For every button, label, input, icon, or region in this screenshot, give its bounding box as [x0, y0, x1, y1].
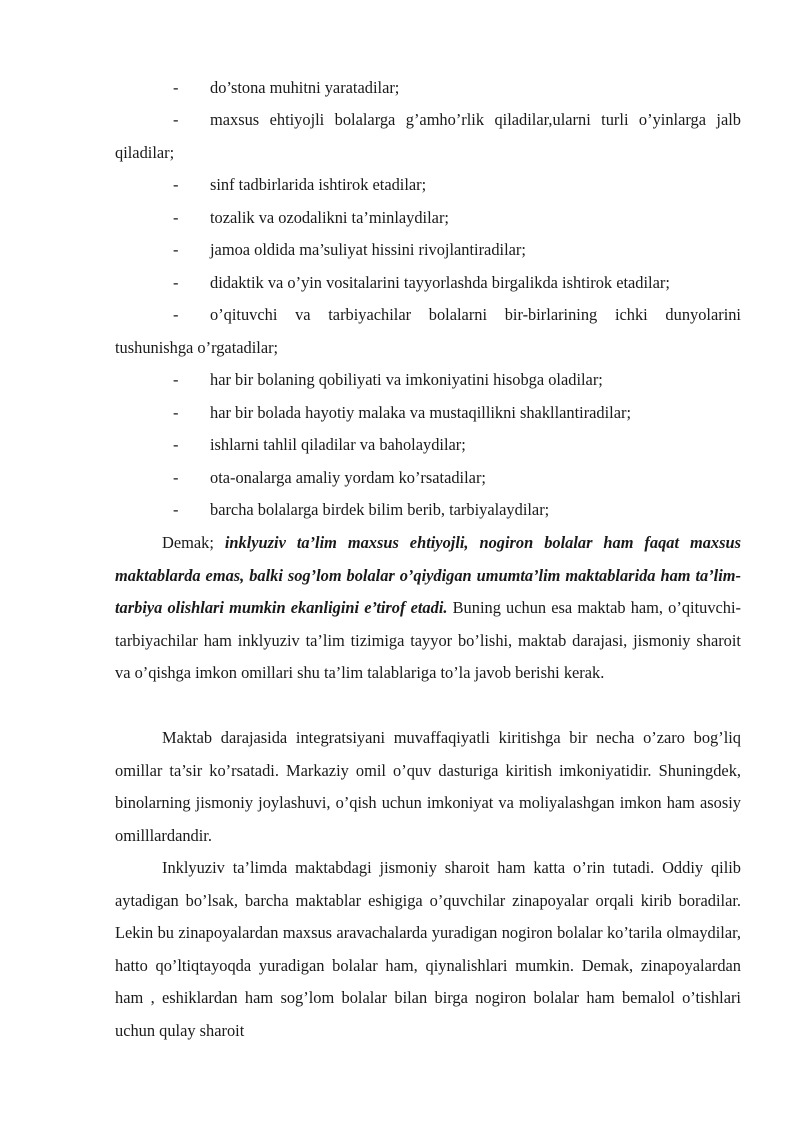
list-item-text: didaktik va o’yin vositalarini tayyorlashda birgalikda ishtirok etadilar;	[210, 273, 670, 292]
list-item	[115, 429, 741, 462]
list-dash: -	[173, 370, 179, 389]
list-item-text: ishlarni tahlil qiladilar va baholaydilar;	[210, 435, 466, 454]
list-dash: -	[173, 403, 179, 422]
list-item	[115, 299, 741, 364]
paragraph-integration: Maktab darajasida integratsiyani muvaffaqiyatli kiritishga bir necha o’zaro bog’liq omillar ta’sir ko’rsatadi. Markaziy omil o’quv dasturiga kiritish imkoniyatidir. Shuningdek, binolarning jismoniy joylashuvi, o’qish uchun imkoniyat va moliyalashgan imkon ham asosiy omilllardandir.	[115, 728, 741, 845]
list-dash: -	[173, 208, 179, 227]
list-item	[115, 72, 741, 105]
list-item-text: o’qituvchi va tarbiyachilar bolalarni bir-birlarining ichki dunyolarini tushunishga o’rgatadilar;	[115, 305, 741, 357]
paragraph-text: Buning uchun esa maktab ham, o’qituvchi-tarbiyachilar ham inklyuziv ta’lim tizimiga tayyor bo’lishi, maktab darajasi, jismoniy sharoit va o’qishga imkon omillari shu ta’lim talablariga to’la javob berishi kerak.	[115, 598, 741, 682]
list-item-text: barcha bolalarga birdek bilim berib, tarbiyalaydilar;	[210, 500, 550, 519]
paragraph-conclusion	[115, 527, 741, 690]
list-item	[115, 104, 741, 169]
paragraph-lead: Demak;	[162, 533, 225, 552]
list-dash: -	[173, 78, 179, 97]
list-item	[115, 202, 741, 235]
list-dash: -	[173, 240, 179, 259]
list-item	[115, 267, 741, 300]
list-dash: -	[173, 110, 179, 129]
list-item-text: har bir bolaning qobiliyati va imkoniyatini hisobga oladilar;	[210, 370, 603, 389]
list-dash: -	[173, 273, 179, 292]
list-dash: -	[173, 435, 179, 454]
list-dash: -	[173, 305, 179, 324]
list-item-text: tozalik va ozodalikni ta’minlaydilar;	[210, 208, 449, 227]
list-item-text: har bir bolada hayotiy malaka va mustaqillikni shakllantiradilar;	[210, 403, 632, 422]
list-item	[115, 364, 741, 397]
list-item	[115, 169, 741, 202]
list-item-text: do’stona muhitni yaratadilar;	[210, 78, 400, 97]
list-dash: -	[173, 500, 179, 519]
paragraph-physical-conditions: Inklyuziv ta’limda maktabdagi jismoniy sharoit ham katta o’rin tutadi. Oddiy qilib aytadigan bo’lsak, barcha maktablar eshigiga o’quvchilar zinapoyalar orqali kirib boradilar. Lekin bu zinapoyalardan maxsus aravachalarda yuradigan nogiron bolalar ko’tarila olmaydilar, hatto qo’ltiqtayoqda yuradigan bolalar ham, qiynalishlari mumkin. Demak, zinapoyalardan ham , eshiklardan ham sog’lom bolalar bilan birga nogiron bolalar ham bemalol o’tishlari uchun qulay sharoit	[115, 858, 741, 1040]
list-item	[115, 462, 741, 495]
list-item-text: sinf tadbirlarida ishtirok etadilar;	[210, 175, 427, 194]
list-item-text: maxsus ehtiyojli bolalarga g’amho’rlik qiladilar,ularni turli o’yinlarga jalb qiladilar;	[115, 110, 741, 162]
list-item-text: jamoa oldida ma’suliyat hissini rivojlantiradilar;	[210, 240, 526, 259]
list-dash: -	[173, 468, 179, 487]
list-item	[115, 494, 741, 527]
list-item	[115, 397, 741, 430]
list-dash: -	[173, 175, 179, 194]
list-item-text: ota-onalarga amaliy yordam ko’rsatadilar;	[210, 468, 486, 487]
list-item	[115, 234, 741, 267]
paragraph-emphasis: inklyuziv ta’lim maxsus ehtiyojli, nogiron bolalar ham faqat maxsus maktablarda emas, balki sog’lom bolalar o’qiydigan umumta’lim maktablarida ham ta’lim-tarbiya olishlari mumkin ekanligini e’tirof etadi.	[115, 533, 741, 617]
